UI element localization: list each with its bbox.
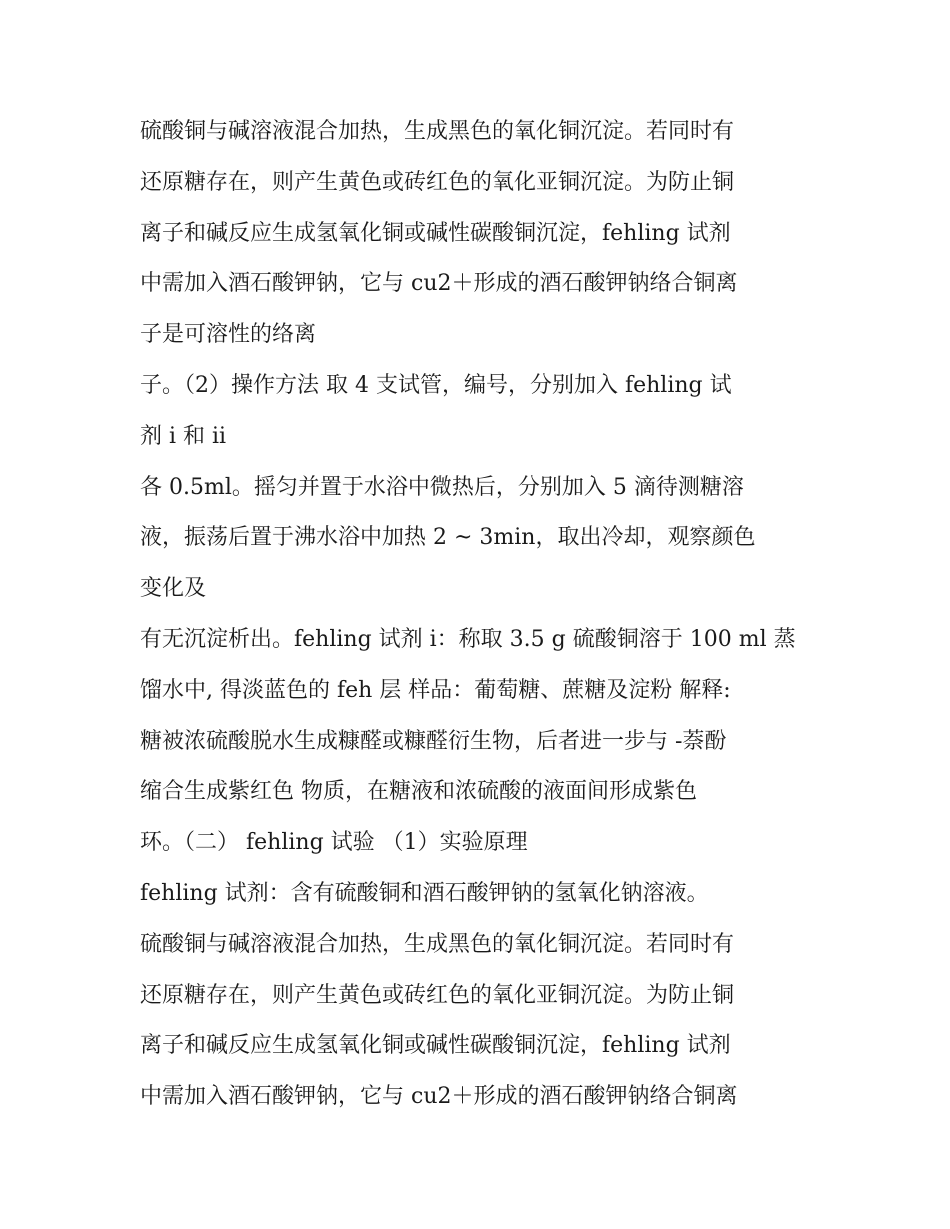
text-line: 还原糖存在，则产生黄色或砖红色的氧化亚铜沉淀。为防止铜 <box>140 169 735 195</box>
text-line: 有无沉淀析出。fehling 试剂 i：称取 3.5 g 硫酸铜溶于 100 ml 蒸 <box>140 626 796 652</box>
text-line: 子。（2）操作方法 取 4 支试管，编号，分别加入 fehling 试 <box>140 372 732 398</box>
document-body <box>140 107 820 1123</box>
text-line: 硫酸铜与碱溶液混合加热，生成黑色的氧化铜沉淀。若同时有 <box>140 119 735 144</box>
text-line: 子是可溶性的络离 <box>140 322 317 348</box>
text-line: 离子和碱反应生成氢氧化铜或碱性碳酸铜沉淀，fehling 试剂 <box>140 220 731 246</box>
text-line: 离子和碱反应生成氢氧化铜或碱性碳酸铜沉淀，fehling 试剂 <box>140 1033 731 1059</box>
text-line: 剂 i 和 ii <box>140 423 227 449</box>
text-line: 糖被浓硫酸脱水生成糠醛或糠醛衍生物，后者进一步与 -萘酚 <box>140 728 727 754</box>
text-line: 环。（二） fehling 试验 （1）实验原理 <box>140 830 528 856</box>
text-line: 还原糖存在，则产生黄色或砖红色的氧化亚铜沉淀。为防止铜 <box>140 982 735 1008</box>
text-line: 硫酸铜与碱溶液混合加热，生成黑色的氧化铜沉淀。若同时有 <box>140 931 735 957</box>
text-line: 馏水中, 得淡蓝色的 feh 层 样品：葡萄糖、蔗糖及淀粉 解释: <box>140 677 731 703</box>
text-line: 中需加入酒石酸钾钠，它与 cu2＋形成的酒石酸钾钠络合铜离 <box>140 271 738 297</box>
text-line: 各 0.5ml。摇匀并置于水浴中微热后，分别加入 5 滴待测糖溶 <box>140 474 744 500</box>
text-line: 变化及 <box>140 576 207 602</box>
text-line: 液，振荡后置于沸水浴中加热 2 ~ 3min，取出冷却，观察颜色 <box>140 525 756 551</box>
text-line: fehling 试剂：含有硫酸铜和酒石酸钾钠的氢氧化钠溶液。 <box>140 880 709 906</box>
text-line: 缩合生成紫红色 物质，在糖液和浓硫酸的液面间形成紫色 <box>140 779 697 805</box>
text-line: 中需加入酒石酸钾钠，它与 cu2＋形成的酒石酸钾钠络合铜离 <box>140 1084 738 1110</box>
